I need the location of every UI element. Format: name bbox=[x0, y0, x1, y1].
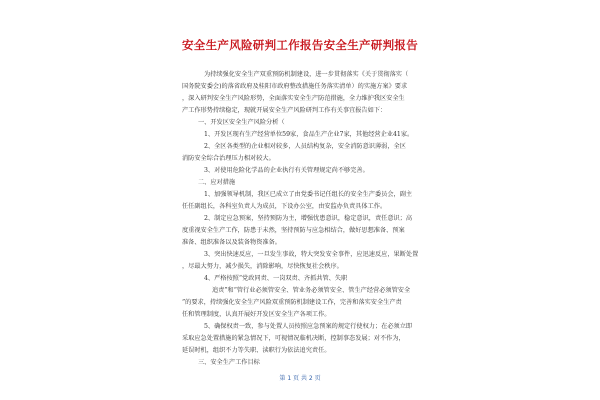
body-line: 2、全区各类型的企业相对较多，人员结构复杂，安全消防意识薄弱，全区 bbox=[204, 143, 406, 150]
body-line: 产工作形势持续稳定，现就开展安全生产风险研判工作有关事宜报告如下： bbox=[182, 107, 387, 114]
body-line: 3、突出快速反应，一旦发生事故，特大突发安全事件，应迅速反应，果断处置 bbox=[204, 251, 419, 258]
body-line: 准备、组织准备以及装备物资准备。 bbox=[182, 239, 281, 246]
body-line: 1、加强领导机制，我区已成立了由党委书记任组长的安全生产委员会，副主 bbox=[204, 191, 413, 198]
body-line: 一、开发区安全生产风险分析（ bbox=[198, 119, 285, 126]
body-line: ”的要求，持续强化安全生产风险双重预防机制建设工作，完善和落实安全生产责 bbox=[182, 299, 402, 306]
body-line: 延误时机，组织不力等失职、渎职行为依法追究责任。 bbox=[182, 347, 331, 354]
body-line: 追责”和“管行业必须管安全、管业务必须管安全、管生产经营必须管安全 bbox=[212, 287, 411, 294]
body-line: 国务院安委会)的落省政府及桂阳市政府整改措施任务落实清单）的实施方案》要求 bbox=[182, 83, 408, 90]
body-line: 任任副组长，各科室负责人为成员，下设办公室，由安监办负责具体工作。 bbox=[182, 203, 387, 210]
body-line: 3、对使用危险化学品的企业执行有关管理规定尚不够完善。 bbox=[204, 167, 369, 174]
body-line: 采取应急处置措施的紧急情况下，可视情况临机决断，控制事态发展；对不作为， bbox=[182, 335, 405, 342]
body-line: 任和管理制度，认真开展好开发区安全生产各项工作。 bbox=[182, 311, 331, 318]
body-line: 4、严格按照“党政同责、一岗双责、齐抓共管、失职 bbox=[204, 275, 348, 282]
body-line: ，深入研判安全生产风险形势，全面落实安全生产防范措施，全力维护我区安全生 bbox=[182, 95, 405, 102]
body-line: 二、应对措施 bbox=[198, 179, 236, 186]
body-line: 三、安全生产工作目标 bbox=[198, 359, 260, 366]
body-line: ，尽最大努力，减少损失，消除影响，尽快恢复社会秩序。 bbox=[182, 263, 343, 270]
body-line: 5、确保权责一致，参与处置人员按照应急预案的规定行使权力；在必须立即 bbox=[204, 323, 413, 330]
page-number: 第 1 页 共 2 页 bbox=[279, 375, 321, 382]
body-line: 1、开发区现有生产经营单位59家，食品生产企业7家，其他经营企业41家。 bbox=[204, 131, 414, 138]
body-line: 2、制定应急预案，坚持预防为主，增强忧患意识，稳定意识，责任意识；高 bbox=[204, 215, 413, 222]
body-line: 消防安全综合治理压力相对较大。 bbox=[182, 155, 275, 162]
document-title: 安全生产风险研判工作报告安全生产研判报告 bbox=[182, 38, 418, 52]
body-line: 度重视安全生产工作，防患于未然，坚持预防与应急相结合，做好思想准备、预案 bbox=[182, 227, 405, 234]
body-line: 为持续强化安全生产双重预防机制建设，进一步贯彻落实《关于贯彻落实（ bbox=[204, 71, 409, 78]
